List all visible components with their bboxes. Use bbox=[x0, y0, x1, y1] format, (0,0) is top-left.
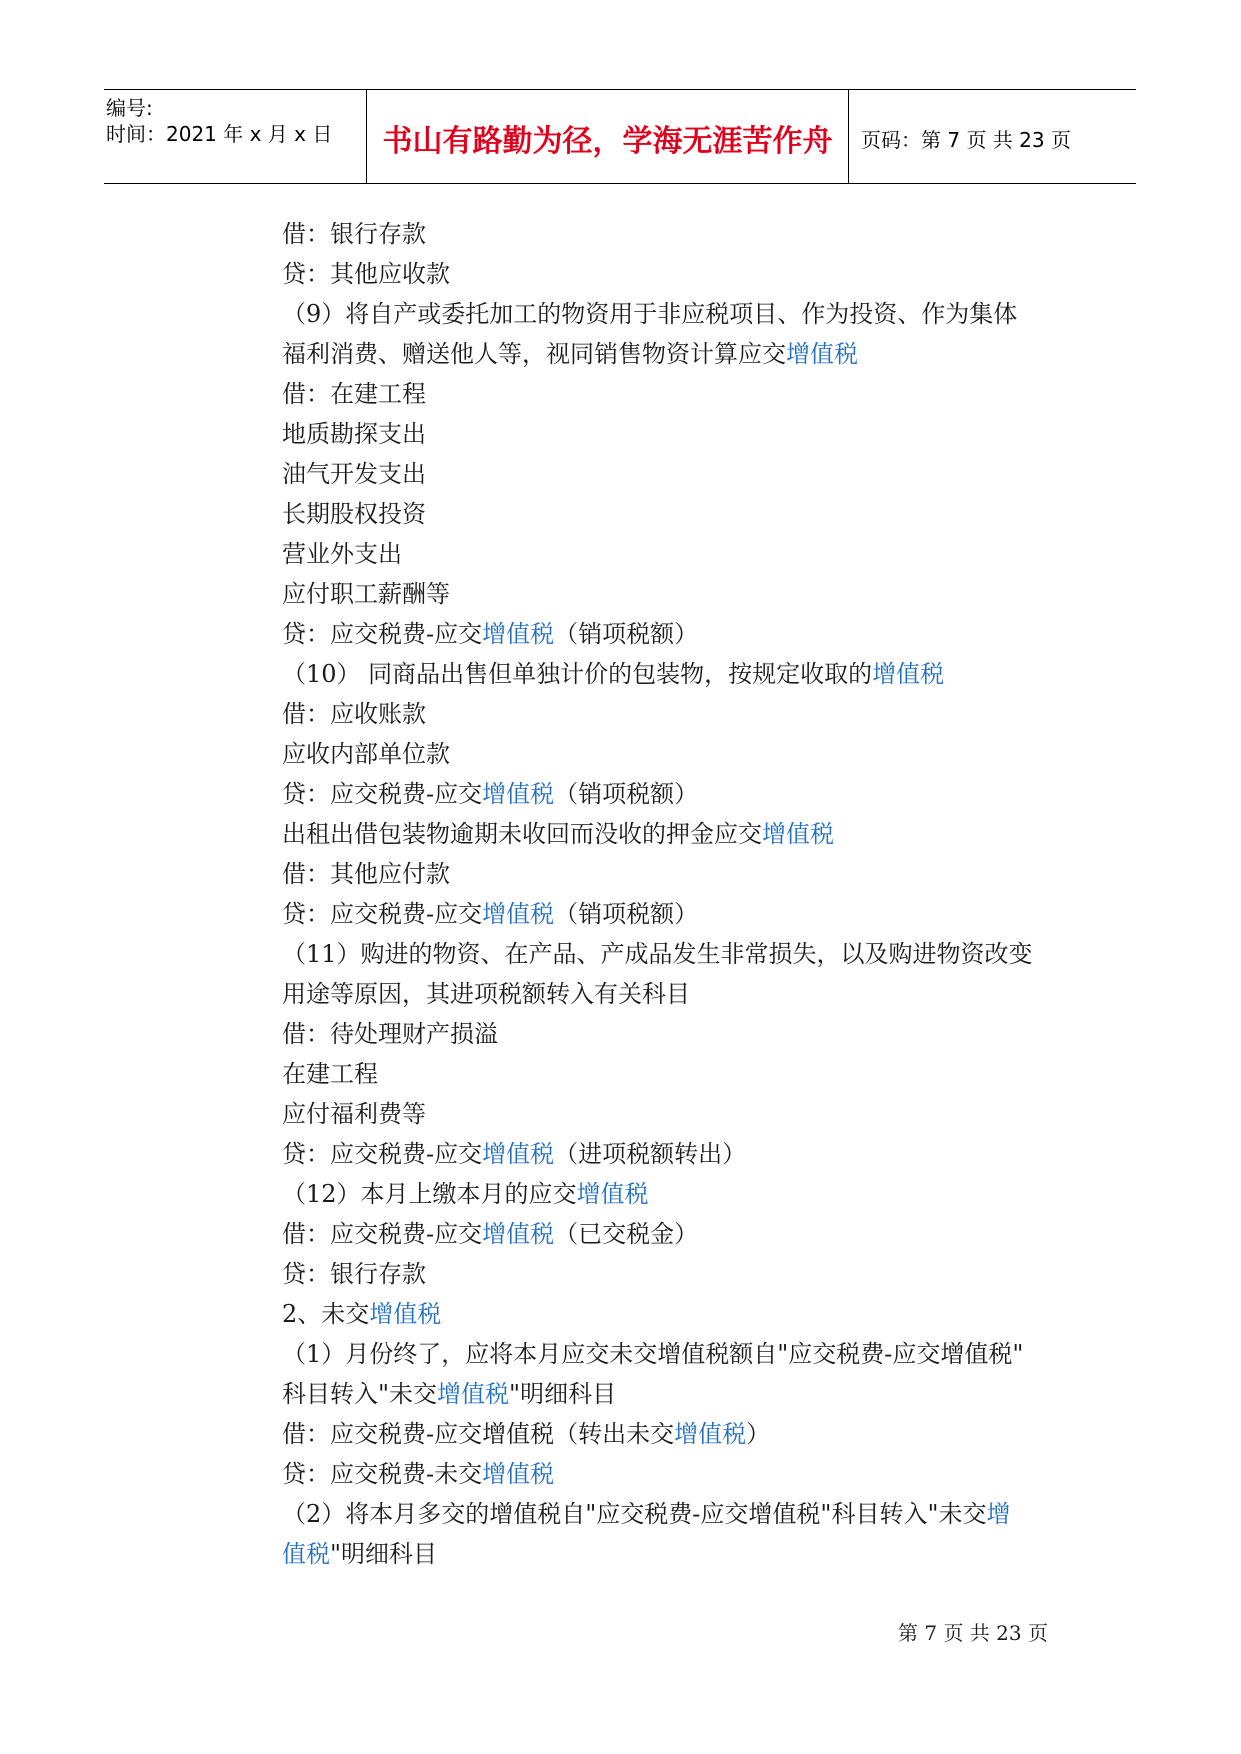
body-line bbox=[282, 614, 1062, 654]
vat-link[interactable]: 增值税 bbox=[872, 660, 945, 688]
body-line bbox=[282, 694, 1062, 734]
document-body bbox=[282, 214, 1062, 1574]
page-header bbox=[104, 89, 1136, 184]
body-line bbox=[282, 1454, 1062, 1494]
body-text: 用途等原因，其进项税额转入有关科目 bbox=[282, 980, 690, 1008]
body-text: 科目转入"未交 bbox=[282, 1380, 438, 1408]
body-line bbox=[282, 814, 1062, 854]
body-line bbox=[282, 1414, 1062, 1454]
vat-link[interactable]: 增值税 bbox=[482, 780, 555, 808]
body-text: 长期股权投资 bbox=[282, 500, 426, 528]
vat-link[interactable]: 增值税 bbox=[576, 1180, 649, 1208]
body-line bbox=[282, 334, 1062, 374]
body-line bbox=[282, 534, 1062, 574]
body-text: （11）购进的物资、在产品、产成品发生非常损失，以及购进物资改变 bbox=[282, 940, 1033, 968]
page-footer: 第 7 页 共 23 页 bbox=[898, 1621, 1048, 1645]
body-text: 贷：银行存款 bbox=[282, 1260, 426, 1288]
body-text: 借：其他应付款 bbox=[282, 860, 450, 888]
body-text: 借：应收账款 bbox=[282, 700, 426, 728]
body-text: 贷：应交税费-应交 bbox=[282, 900, 483, 928]
vat-link[interactable]: 增值税 bbox=[369, 1300, 442, 1328]
body-line bbox=[282, 1094, 1062, 1134]
vat-link[interactable]: 增值税 bbox=[482, 620, 555, 648]
header-info-cell bbox=[104, 90, 367, 183]
body-line bbox=[282, 854, 1062, 894]
vat-link[interactable]: 增值税 bbox=[482, 1220, 555, 1248]
body-text: （9）将自产或委托加工的物资用于非应税项目、作为投资、作为集体 bbox=[282, 300, 1018, 328]
body-line bbox=[282, 254, 1062, 294]
vat-link[interactable]: 增值税 bbox=[674, 1420, 747, 1448]
body-line bbox=[282, 1014, 1062, 1054]
serial-number-label: 编号: bbox=[106, 96, 153, 120]
body-text: （进项税额转出） bbox=[554, 1140, 747, 1168]
body-text: （已交税金） bbox=[554, 1220, 699, 1248]
body-text: 借：待处理财产损溢 bbox=[282, 1020, 498, 1048]
body-text: 借：应交税费-应交 bbox=[282, 1220, 483, 1248]
body-line bbox=[282, 454, 1062, 494]
body-text: 借：银行存款 bbox=[282, 220, 426, 248]
header-motto-cell bbox=[367, 90, 849, 183]
body-text: 贷：应交税费-应交 bbox=[282, 620, 483, 648]
body-text: （销项税额） bbox=[554, 900, 699, 928]
body-line bbox=[282, 214, 1062, 254]
body-line bbox=[282, 974, 1062, 1014]
vat-link[interactable]: 增 bbox=[986, 1500, 1011, 1528]
body-text: 在建工程 bbox=[282, 1060, 378, 1088]
body-line bbox=[282, 1054, 1062, 1094]
vat-link[interactable]: 增值税 bbox=[762, 820, 834, 848]
body-text: 应付职工薪酬等 bbox=[282, 580, 450, 608]
body-text: （12）本月上缴本月的应交 bbox=[282, 1180, 577, 1208]
body-text: 地质勘探支出 bbox=[282, 420, 426, 448]
motto-text: 书山有路勤为径，学海无涯苦作舟 bbox=[382, 124, 833, 159]
vat-link[interactable]: 增值税 bbox=[786, 340, 858, 368]
body-text: 应付福利费等 bbox=[282, 1100, 426, 1128]
body-text: （销项税额） bbox=[554, 620, 699, 648]
body-text: （销项税额） bbox=[554, 780, 699, 808]
body-line bbox=[282, 494, 1062, 534]
body-line bbox=[282, 1374, 1062, 1414]
body-text: 应收内部单位款 bbox=[282, 740, 450, 768]
body-text: "明细科目 bbox=[330, 1540, 438, 1568]
body-text: （2）将本月多交的增值税自"应交税费-应交增值税"科目转入"未交 bbox=[282, 1500, 987, 1528]
body-text: "明细科目 bbox=[509, 1380, 617, 1408]
vat-link[interactable]: 增值税 bbox=[482, 900, 555, 928]
time-label: 时间：2021 年 x 月 x 日 bbox=[106, 122, 333, 146]
body-text: （1）月份终了，应将本月应交未交增值税额自"应交税费-应交增值税" bbox=[282, 1340, 1024, 1368]
body-line bbox=[282, 1214, 1062, 1254]
body-line bbox=[282, 1134, 1062, 1174]
body-line bbox=[282, 414, 1062, 454]
body-line bbox=[282, 1254, 1062, 1294]
body-text: 油气开发支出 bbox=[282, 460, 426, 488]
body-line bbox=[282, 774, 1062, 814]
body-line bbox=[282, 934, 1062, 974]
body-line bbox=[282, 294, 1062, 334]
body-text: 贷：应交税费-未交 bbox=[282, 1460, 483, 1488]
body-line bbox=[282, 374, 1062, 414]
vat-link[interactable]: 增值税 bbox=[482, 1140, 555, 1168]
body-line bbox=[282, 654, 1062, 694]
body-text: 营业外支出 bbox=[282, 540, 402, 568]
header-page-cell bbox=[849, 90, 1136, 183]
body-text: 贷：应交税费-应交 bbox=[282, 1140, 483, 1168]
vat-link[interactable]: 值税 bbox=[282, 1540, 330, 1568]
body-line bbox=[282, 894, 1062, 934]
body-text: 贷：应交税费-应交 bbox=[282, 780, 483, 808]
body-text: 贷：其他应收款 bbox=[282, 260, 450, 288]
body-text: （10） 同商品出售但单独计价的包装物，按规定收取的 bbox=[282, 660, 873, 688]
body-text: 借：在建工程 bbox=[282, 380, 426, 408]
vat-link[interactable]: 增值税 bbox=[437, 1380, 510, 1408]
body-line bbox=[282, 1334, 1062, 1374]
body-text: ） bbox=[746, 1420, 771, 1448]
body-text: 借：应交税费-应交增值税（转出未交 bbox=[282, 1420, 675, 1448]
vat-link[interactable]: 增值税 bbox=[482, 1460, 555, 1488]
body-text: 2、未交 bbox=[282, 1300, 370, 1328]
body-line bbox=[282, 734, 1062, 774]
body-text: 出租出借包装物逾期未收回而没收的押金应交 bbox=[282, 820, 762, 848]
body-line bbox=[282, 1174, 1062, 1214]
body-line bbox=[282, 1294, 1062, 1334]
body-text: 福利消费、赠送他人等，视同销售物资计算应交 bbox=[282, 340, 786, 368]
page-number-label: 页码：第 7 页 共 23 页 bbox=[861, 128, 1071, 152]
body-line bbox=[282, 574, 1062, 614]
body-line bbox=[282, 1534, 1062, 1574]
body-line bbox=[282, 1494, 1062, 1534]
